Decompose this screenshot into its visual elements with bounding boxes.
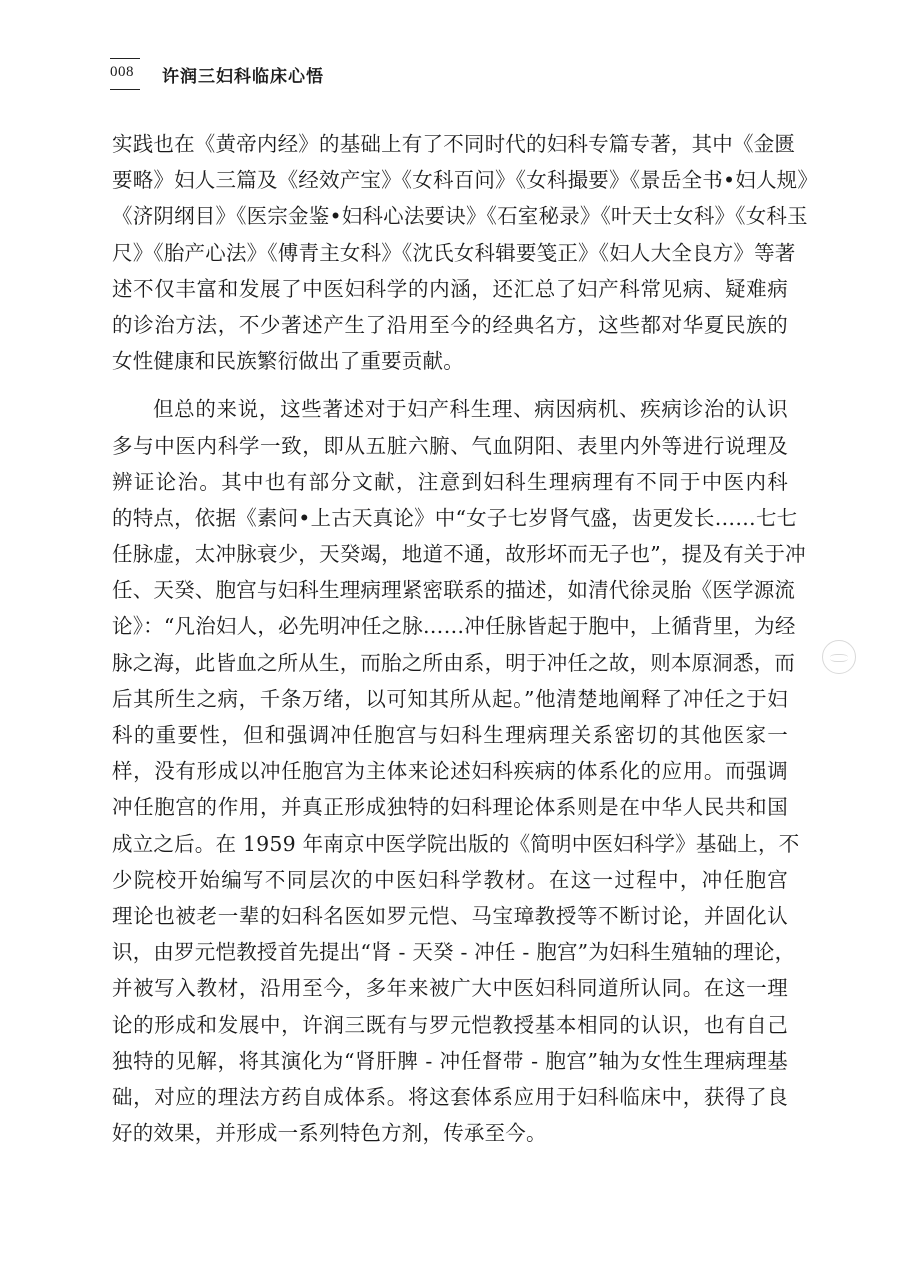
text-line: 《济阴纲目》《医宗金鉴•妇科心法要诀》《石室秘录》《叶天士女科》《女科玉 <box>112 204 808 229</box>
text-line: 任、天癸、胞宫与妇科生理病理紧密联系的描述，如清代徐灵胎《医学源流 <box>112 578 796 603</box>
text-line: 多与中医内科学一致，即从五脏六腑、气血阴阳、表里内外等进行说理及 <box>112 433 788 458</box>
margin-stamp-icon <box>822 640 856 674</box>
text-line: 冲任胞宫的作用，并真正形成独特的妇科理论体系则是在中华人民共和国 <box>112 795 788 820</box>
text-line: 实践也在《黄帝内经》的基础上有了不同时代的妇科专篇专著，其中《金匮 <box>112 132 796 156</box>
body-text <box>112 126 819 1151</box>
page-number: 008 <box>110 64 134 80</box>
text-line: 成立之后。在 1959 年南京中医学院出版的《简明中医妇科学》基础上，不 <box>112 831 800 856</box>
text-line: 述不仅丰富和发展了中医妇科学的内涵，还汇总了妇产科常见病、疑难病 <box>112 276 788 301</box>
text-line: 脉之海，此皆血之所从生，而胎之所由系，明于冲任之故，则本原洞悉，而 <box>112 650 796 675</box>
header-rule-bottom <box>110 89 140 90</box>
text-line: 辨证论治。其中也有部分文献，注意到妇科生理病理有不同于中医内科 <box>112 469 788 494</box>
text-line: 论》：“凡治妇人，必先明冲任之脉……冲任脉皆起于胞中，上循背里，为经 <box>112 614 796 639</box>
text-line: 后其所生之病，千条万绪，以可知其所从起。”他清楚地阐释了冲任之于妇 <box>112 686 788 711</box>
text-line: 论的形成和发展中，许润三既有与罗元恺教授基本相同的认识，也有自己 <box>112 1012 788 1037</box>
text-line: 少院校开始编写不同层次的中医妇科学教材。在这一过程中，冲任胞宫 <box>112 867 788 892</box>
text-line: 女性健康和民族繁衍做出了重要贡献。 <box>112 349 464 374</box>
text-line: 好的效果，并形成一系列特色方剂，传承至今。 <box>112 1121 547 1146</box>
paragraph-2 <box>112 391 806 1151</box>
text-line: 的诊治方法，不少著述产生了沿用至今的经典名方，这些都对华夏民族的 <box>112 312 788 337</box>
header-rule-top <box>110 58 140 59</box>
text-line: 样，没有形成以冲任胞宫为主体来论述妇科疾病的体系化的应用。而强调 <box>112 759 788 784</box>
text-line: 尺》《胎产心法》《傅青主女科》《沈氏女科辑要笺正》《妇人大全良方》等著 <box>112 240 796 265</box>
paragraph-1 <box>112 126 819 379</box>
text-line: 理论也被老一辈的妇科名医如罗元恺、马宝璋教授等不断讨论，并固化认 <box>112 903 788 928</box>
text-line: 并被写入教材，沿用至今，多年来被广大中医妇科同道所认同。在这一理 <box>112 976 788 1001</box>
running-title: 许润三妇科临床心悟 <box>162 67 324 87</box>
text-line: 任脉虚，太冲脉衰少，天癸竭，地道不通，故形坏而无子也”，提及有关于冲 <box>112 542 806 567</box>
text-line: 但总的来说，这些著述对于妇产科生理、病因病机、疾病诊治的认识 <box>153 397 788 422</box>
paragraph-gap <box>112 379 788 391</box>
running-header <box>110 58 790 90</box>
text-line: 科的重要性，但和强调冲任胞宫与妇科生理病理关系密切的其他医家一 <box>112 723 788 747</box>
text-line: 要略》妇人三篇及《经效产宝》《女科百问》《女科撮要》《景岳全书•妇人规》 <box>112 168 819 193</box>
text-line: 独特的见解，将其演化为“肾肝脾 - 冲任督带 - 胞宫”轴为女性生理病理基 <box>112 1048 788 1073</box>
text-line: 识，由罗元恺教授首先提出“肾 - 天癸 - 冲任 - 胞宫”为妇科生殖轴的理论， <box>112 940 796 965</box>
text-line: 础，对应的理法方药自成体系。将这套体系应用于妇科临床中，获得了良 <box>112 1084 788 1109</box>
text-line: 的特点，依据《素问•上古天真论》中“女子七岁肾气盛，齿更发长……七七 <box>112 505 798 530</box>
